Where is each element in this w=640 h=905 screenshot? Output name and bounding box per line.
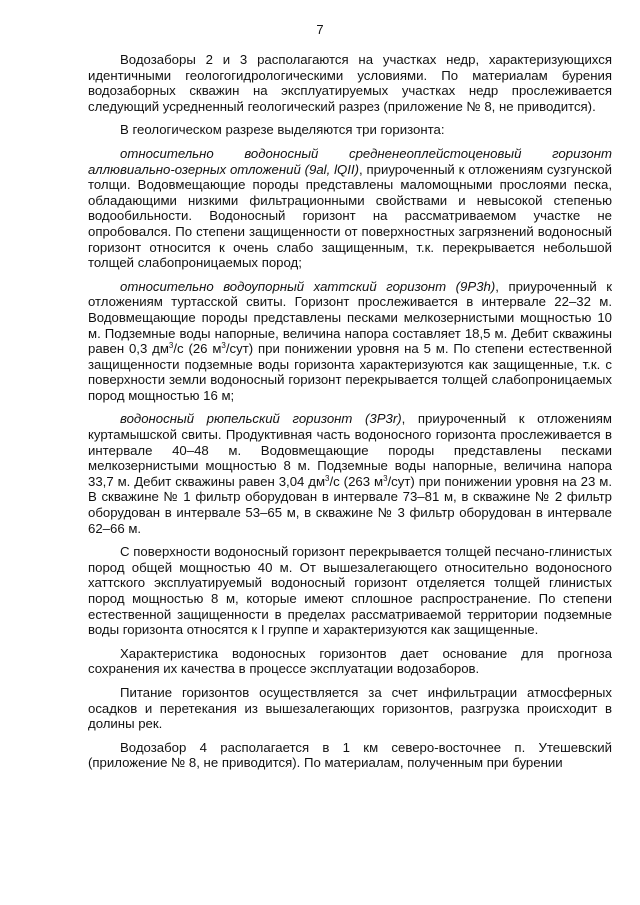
text-segment: Питание горизонтов осуществляется за счет инфильтрации атмосферных осадков и перетекания из вышезалегающих горизонтов, разгрузка происходит в долины рек. xyxy=(88,684,612,732)
page-number: 7 xyxy=(316,22,324,37)
superscript: 3 xyxy=(383,473,388,483)
text-segment: В геологическом разрезе выделяются три горизонта: xyxy=(120,122,445,138)
paragraph-p7 xyxy=(88,646,612,677)
horizon-name: водоносный рюпельский горизонт (3P3r) xyxy=(120,411,402,427)
text-segment: , приуроченный к отложениям туртасской свиты. Горизонт прослеживается в интервале 22–32 м. Водовмещающие породы представлены песками мелкозернистыми мощностью 10 м. Подземные воды напорные, величина напора составляет 18,5 м. Дебит скважины равен 0,3 дм xyxy=(88,278,613,357)
paragraph-p1 xyxy=(88,52,612,114)
superscript: 3 xyxy=(221,341,226,351)
paragraph-p9 xyxy=(88,740,612,771)
horizon-name: относительно водоупорный хаттский горизонт (9P3h) xyxy=(120,278,496,294)
text-segment: С поверхности водоносный горизонт перекрывается толщей песчано-глинистых пород общей мощностью 40 м. От вышезалегающего относительно водоносного хаттского эксплуатируемый водоносный горизонт отделяется толщей глинистых пород мощностью 8 м, которые имеют сплошное распространение. По степени естественной защищенности в пределах рассматриваемой территории подземные воды горизонта относятся к I группе и характеризуются как защищенные. xyxy=(88,544,612,638)
superscript: 3 xyxy=(168,341,174,351)
superscript: 3 xyxy=(325,473,330,483)
paragraph-p3 xyxy=(88,146,612,271)
text-segment: Характеристика водоносных горизонтов дает основание для прогноза сохранения их качества в процессе эксплуатации водозаборов. xyxy=(88,645,612,677)
text-segment: Водозабор 4 располагается в 1 км северо-восточнее п. Утешевский (приложение № 8, не приводится). По материалам, полученным при бурении xyxy=(88,739,612,771)
text-segment: , приуроченный к отложениям куртамышской свиты. Продуктивная часть водоносного горизонта прослеживается в интервале 40–48 м. Водовмещающие породы представлены песками мелкозернистыми мощностью 8 м. Подземные воды напорные, величина напора 33,7 м. Дебит скважины равен 3,04 дм xyxy=(88,411,613,489)
document-body xyxy=(88,52,612,779)
text-segment: /с (263 м xyxy=(329,473,384,489)
paragraph-p4 xyxy=(88,279,612,404)
text-segment: /сут) при понижении уровня на 5 м. По степени естественной защищенности подземные воды горизонта характеризуются как защищенные, т.к. с поверхности земли водоносный горизонт перекрывается толщей слабопроницаемых пород мощностью 16 м; xyxy=(88,341,612,403)
text-segment: /сут) при понижении уровня на 23 м. В скважине № 1 фильтр оборудован в интервале 73–81 м, в скважине № 2 фильтр оборудован в интервале 53–65 м, в скважине № 3 фильтр оборудован в интервале 62–66 м. xyxy=(88,473,612,536)
paragraph-p5 xyxy=(88,411,612,536)
paragraph-p6 xyxy=(88,544,612,638)
horizon-name: относительно водоносный средненеоплейстоценовый горизонт аллювиально-озерных отложений (9al, lQII) xyxy=(88,145,612,177)
text-segment: Водозаборы 2 и 3 располагаются на участках недр, характеризующихся идентичными геологогидрологическими условиями. По материалам бурения водозаборных скважин на эксплуатируемых участках недр прослеживается следующий усредненный геологический разрез (приложение № 8, не приводится). xyxy=(88,52,612,114)
text-segment: /с (26 м xyxy=(173,341,222,357)
text-segment: , приуроченный к отложениям сузгунской толщи. Водовмещающие породы представлены маломощными прослоями песка, обладающими низкими фильтрационными свойствами и невысокой степенью водообильности. Водоносный горизонт на рассматриваемом участке не опробовался. По степени защищенности от поверхностных загрязнений водоносный горизонт относится к очень слабо защищенным, т.к. перекрывается небольшой толщей слабопроницаемых пород; xyxy=(88,161,612,271)
paragraph-p2 xyxy=(88,122,612,138)
paragraph-p8 xyxy=(88,685,612,732)
